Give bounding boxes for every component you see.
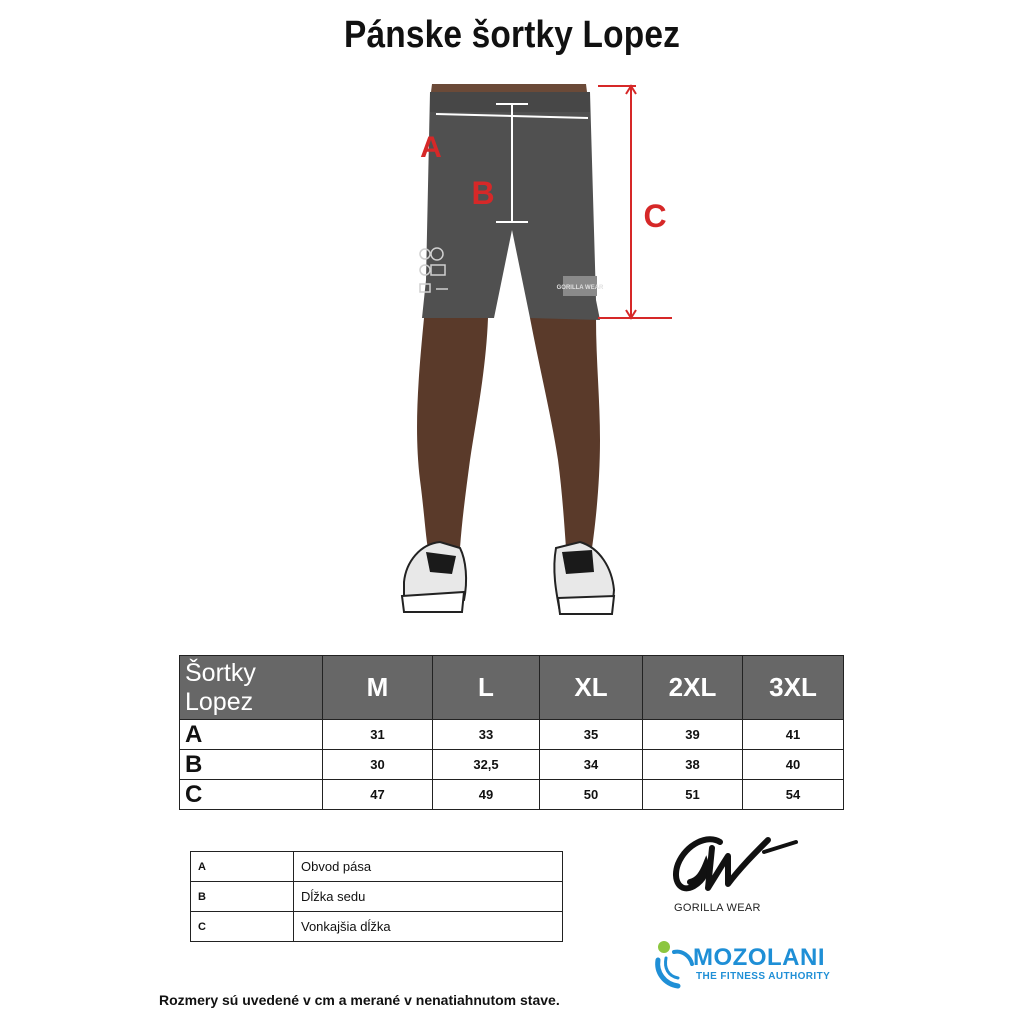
table-cell: 47 [323, 780, 433, 810]
table-cell: 41 [743, 720, 844, 750]
corner-line-1: Šortky [185, 658, 256, 687]
table-cell: 31 [323, 720, 433, 750]
mozolani-tagline: THE FITNESS AUTHORITY [696, 971, 831, 982]
gw-monogram-icon [668, 828, 818, 903]
page-title: Pánske šortky Lopez [343, 14, 681, 56]
gorilla-wear-logo [668, 828, 818, 923]
shorts-print-text: GORILLA WEAR [556, 285, 604, 291]
right-shoe [554, 542, 614, 614]
size-table [179, 655, 844, 810]
size-header-m: M [323, 656, 433, 720]
table-cell: 51 [643, 780, 743, 810]
table-cell: 33 [433, 720, 540, 750]
legend-text: Obvod pása [294, 852, 563, 882]
table-cell: 50 [540, 780, 643, 810]
table-row [180, 780, 844, 810]
left-leg [417, 318, 488, 548]
size-header-l: L [433, 656, 540, 720]
legend-row [191, 882, 563, 912]
mozolani-runner-icon [652, 938, 696, 990]
table-cell: 54 [743, 780, 844, 810]
size-header-row [180, 656, 844, 720]
size-header-3xl: 3XL [743, 656, 844, 720]
row-label: C [180, 780, 323, 810]
table-cell: 49 [433, 780, 540, 810]
legend-code: B [191, 882, 294, 912]
table-cell: 38 [643, 750, 743, 780]
table-cell: 30 [323, 750, 433, 780]
measure-a-label: A [420, 131, 442, 164]
legend-row [191, 912, 563, 942]
gorilla-wear-wordmark: GORILLA WEAR [674, 902, 761, 914]
corner-line-2: Lopez [185, 687, 254, 716]
table-row [180, 750, 844, 780]
table-cell: 32,5 [433, 750, 540, 780]
size-table-corner [180, 656, 323, 720]
row-label: A [180, 720, 323, 750]
mozolani-logo [652, 938, 842, 990]
measure-c-label: C [643, 198, 667, 234]
measure-b-label: B [471, 175, 495, 211]
legend-text: Dĺžka sedu [294, 882, 563, 912]
waistband [430, 92, 590, 112]
table-cell: 39 [643, 720, 743, 750]
size-header-xl: XL [540, 656, 643, 720]
table-row [180, 720, 844, 750]
table-cell: 35 [540, 720, 643, 750]
legend-row [191, 852, 563, 882]
legend-code: A [191, 852, 294, 882]
table-cell: 40 [743, 750, 844, 780]
legend-text: Vonkajšia dĺžka [294, 912, 563, 942]
measurement-note: Rozmery sú uvedené v cm a merané v nenatiahnutom stave. [159, 992, 560, 1008]
table-cell: 34 [540, 750, 643, 780]
legend-code: C [191, 912, 294, 942]
right-leg [530, 318, 600, 548]
row-label: B [180, 750, 323, 780]
mozolani-wordmark: MOZOLANI [693, 944, 825, 971]
left-shoe [402, 542, 466, 612]
legend-table [190, 851, 563, 942]
size-header-2xl: 2XL [643, 656, 743, 720]
